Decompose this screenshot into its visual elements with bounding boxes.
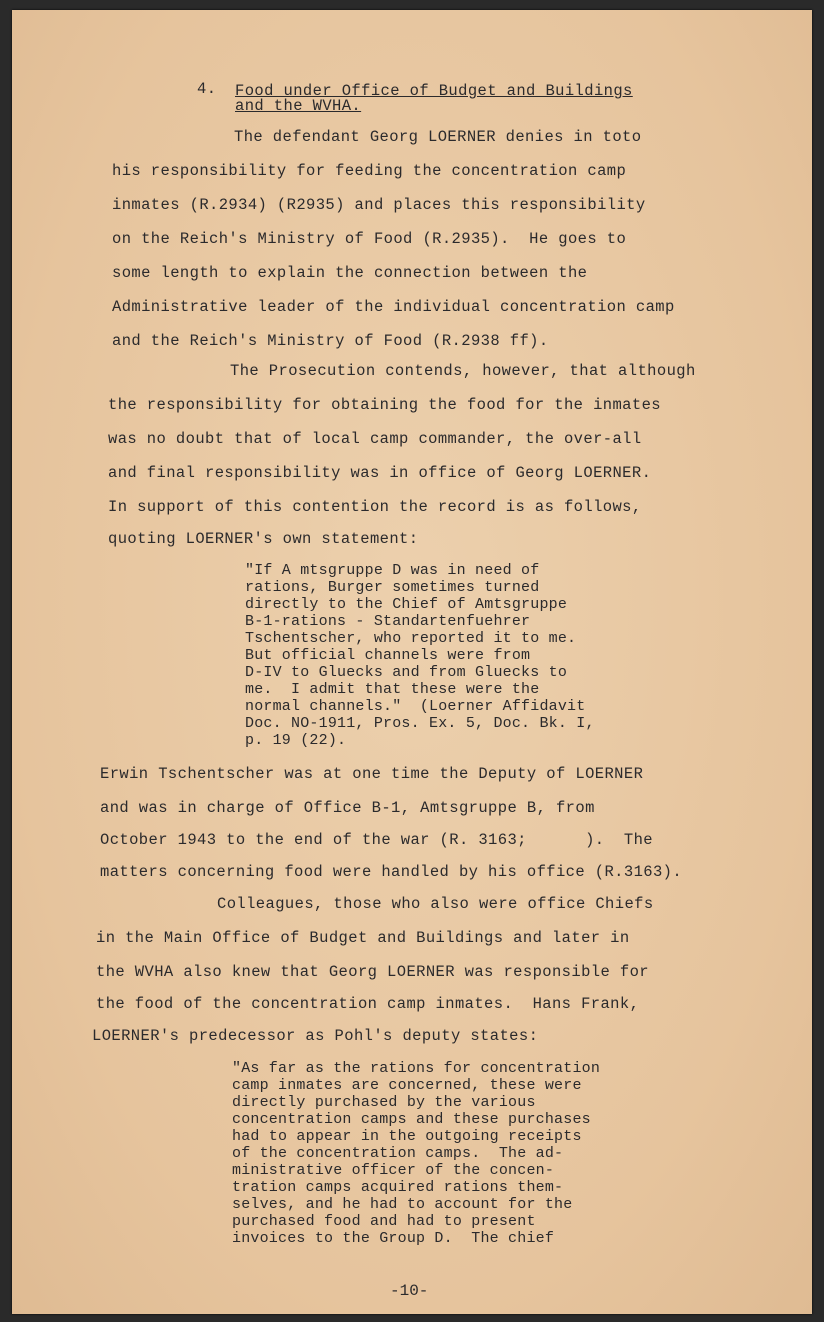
paragraph-line: and the Reich's Ministry of Food (R.2938 ff).: [112, 332, 549, 350]
heading-number: 4.: [197, 80, 217, 98]
quote-line: directly purchased by the various: [232, 1094, 536, 1111]
quote-line: concentration camps and these purchases: [232, 1111, 591, 1128]
quote-line: But official channels were from: [245, 647, 531, 664]
quote-line: camp inmates are concerned, these were: [232, 1077, 582, 1094]
quote-line: ministrative officer of the concen-: [232, 1162, 555, 1179]
paragraph-line: some length to explain the connection between the: [112, 264, 588, 282]
quote-line: directly to the Chief of Amtsgruppe: [245, 596, 568, 613]
heading-title-line1: Food under Office of Budget and Buildings: [235, 82, 633, 100]
quote-line: purchased food and had to present: [232, 1213, 536, 1230]
quote-line: Tschentscher, who reported it to me.: [245, 630, 577, 647]
paragraph-line: inmates (R.2934) (R2935) and places this responsibility: [112, 196, 646, 214]
quote-line: B-1-rations - Standartenfuehrer: [245, 613, 531, 630]
quote-line: rations, Burger sometimes turned: [245, 579, 540, 596]
paragraph-line: matters concerning food were handled by his office (R.3163).: [100, 863, 683, 881]
paragraph-line: The defendant Georg LOERNER denies in toto: [234, 128, 642, 146]
paragraph-line: the food of the concentration camp inmates. Hans Frank,: [96, 995, 640, 1013]
quote-line: invoices to the Group D. The chief: [232, 1230, 555, 1247]
paragraph-line: the WVHA also knew that Georg LOERNER was responsible for: [96, 963, 649, 981]
paragraph-line: Colleagues, those who also were office Chiefs: [217, 895, 654, 913]
paragraph-line: in the Main Office of Budget and Buildings and later in: [96, 929, 630, 947]
paragraph-line: on the Reich's Ministry of Food (R.2935). He goes to: [112, 230, 627, 248]
paragraph-line: In support of this contention the record is as follows,: [108, 498, 642, 516]
paragraph-line: was no doubt that of local camp commander, the over-all: [108, 430, 642, 448]
paragraph-line: his responsibility for feeding the concentration camp: [112, 162, 627, 180]
paragraph-line: quoting LOERNER's own statement:: [108, 530, 419, 548]
paragraph-line: Erwin Tschentscher was at one time the Deputy of LOERNER: [100, 765, 644, 783]
paragraph-line: and was in charge of Office B-1, Amtsgruppe B, from: [100, 799, 595, 817]
quote-line: "As far as the rations for concentration: [232, 1060, 601, 1077]
paragraph-line: Administrative leader of the individual concentration camp: [112, 298, 675, 316]
paragraph-line: The Prosecution contends, however, that although: [230, 362, 696, 380]
paragraph-line: the responsibility for obtaining the food for the inmates: [108, 396, 661, 414]
quote-line: of the concentration camps. The ad-: [232, 1145, 564, 1162]
quote-line: normal channels." (Loerner Affidavit: [245, 698, 586, 715]
quote-line: Doc. NO-1911, Pros. Ex. 5, Doc. Bk. I,: [245, 715, 595, 732]
quote-line: me. I admit that these were the: [245, 681, 540, 698]
quote-line: tration camps acquired rations them-: [232, 1179, 564, 1196]
page-number: -10-: [390, 1282, 429, 1300]
paragraph-line: and final responsibility was in office of Georg LOERNER.: [108, 464, 652, 482]
document-page: [12, 10, 812, 1314]
paragraph-line: LOERNER's predecessor as Pohl's deputy states:: [92, 1027, 539, 1045]
quote-line: selves, and he had to account for the: [232, 1196, 573, 1213]
quote-line: had to appear in the outgoing receipts: [232, 1128, 582, 1145]
paragraph-line: October 1943 to the end of the war (R. 3163; ). The: [100, 831, 653, 849]
quote-line: D-IV to Gluecks and from Gluecks to: [245, 664, 568, 681]
heading-title-line2: and the WVHA.: [235, 97, 362, 115]
quote-line: "If A mtsgruppe D was in need of: [245, 562, 540, 579]
quote-line: p. 19 (22).: [245, 732, 347, 749]
